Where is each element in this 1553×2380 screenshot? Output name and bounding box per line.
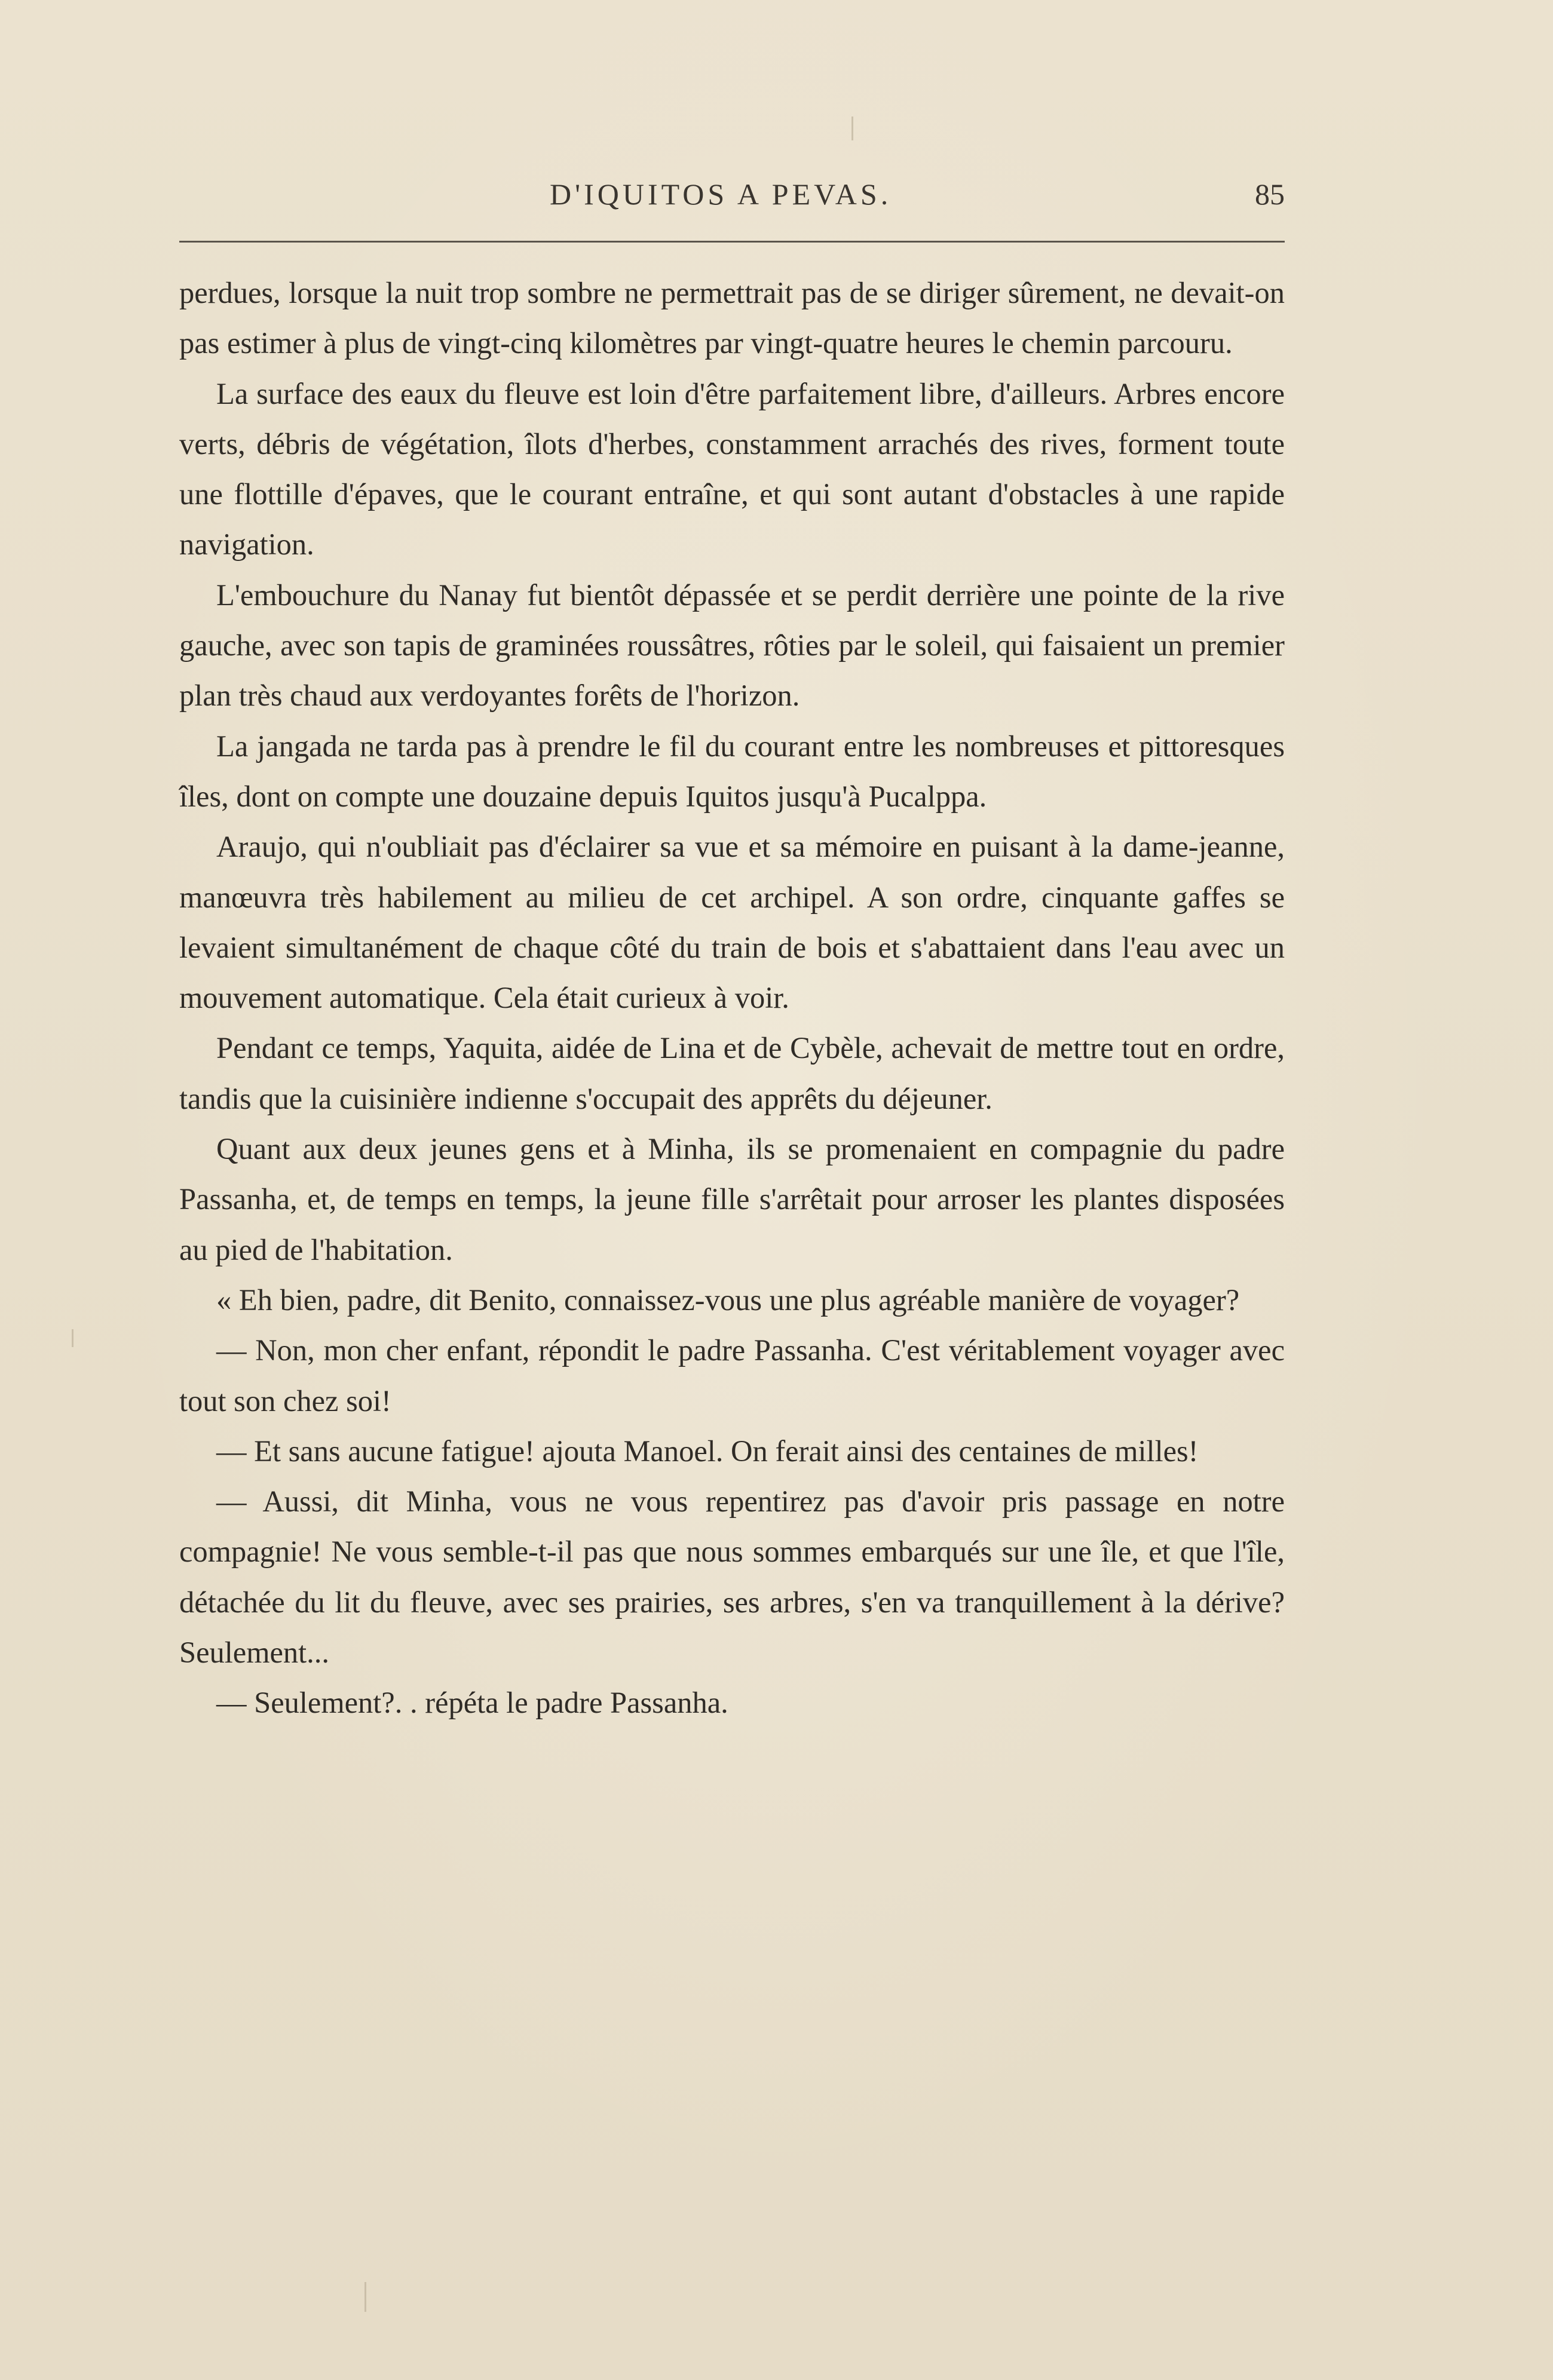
paragraph: La surface des eaux du fleuve est loin d'être parfaitement libre, d'ailleurs. Arbres encore verts, débris de végétation, îlots d'herbes, constamment arrachés des rives, forment toute une flottille d'épaves, que le courant entraîne, et qui sont autant d'obstacles à une rapide navigation. [179,376,1285,562]
body-text [179,268,1285,1728]
page-header [179,177,1285,225]
paragraph: Araujo, qui n'oubliait pas d'éclairer sa vue et sa mémoire en puisant à la dame-jeanne, manœuvra très habilement au milieu de cet archipel. A son ordre, cinquante gaffes se levaient simultanément de chaque côté du train de bois et s'abattaient dans l'eau avec un mouvement automatique. Cela était curieux à voir. [179,830,1285,1015]
paragraph: L'embouchure du Nanay fut bientôt dépassée et se perdit derrière une pointe de la rive gauche, avec son tapis de graminées roussâtres, rôties par le soleil, qui faisaient un premier plan très chaud aux verdoyantes forêts de l'horizon. [179,578,1285,713]
paragraph: La jangada ne tarda pas à prendre le fil du courant entre les nombreuses et pittoresques îles, dont on compte une douzaine depuis Iquitos jusqu'à Pucalppa. [179,729,1285,813]
paragraph: — Seulement?. . répéta le padre Passanha. [216,1686,728,1720]
page-number: 85 [1255,177,1285,211]
paper-blemish [364,2282,366,2312]
paragraph: « Eh bien, padre, dit Benito, connaissez-vous une plus agréable manière de voyager? [216,1283,1240,1317]
paragraph: — Et sans aucune fatigue! ajouta Manoel. On ferait ainsi des centaines de milles! [216,1434,1199,1468]
running-title: D'IQUITOS A PEVAS. [550,177,892,211]
header-rule [179,241,1285,243]
paragraph: Quant aux deux jeunes gens et à Minha, ils se promenaient en compagnie du padre Passanha, et, de temps en temps, la jeune fille s'arrêtait pour arroser les plantes disposées au pied de l'habitation. [179,1132,1285,1266]
paragraph: — Aussi, dit Minha, vous ne vous repentirez pas d'avoir pris passage en notre compagnie! Ne vous semble-t-il pas que nous sommes embarqués sur une île, et que l'île, détachée du lit du fleuve, avec ses prairies, ses arbres, s'en va tranquillement à la dérive? Seulement... [179,1485,1285,1670]
paragraph: Pendant ce temps, Yaquita, aidée de Lina et de Cybèle, achevait de mettre tout en ordre, tandis que la cuisinière indienne s'occupait des apprêts du déjeuner. [179,1031,1285,1115]
paper-blemish [72,1329,73,1347]
paragraph: perdues, lorsque la nuit trop sombre ne permettrait pas de se diriger sûrement, ne devait-on pas estimer à plus de vingt-cinq kilomètres par vingt-quatre heures le chemin parcouru. [179,276,1285,360]
paragraph: — Non, mon cher enfant, répondit le padre Passanha. C'est véritablement voyager avec tout son chez soi! [179,1333,1285,1418]
paper-blemish [851,116,853,140]
